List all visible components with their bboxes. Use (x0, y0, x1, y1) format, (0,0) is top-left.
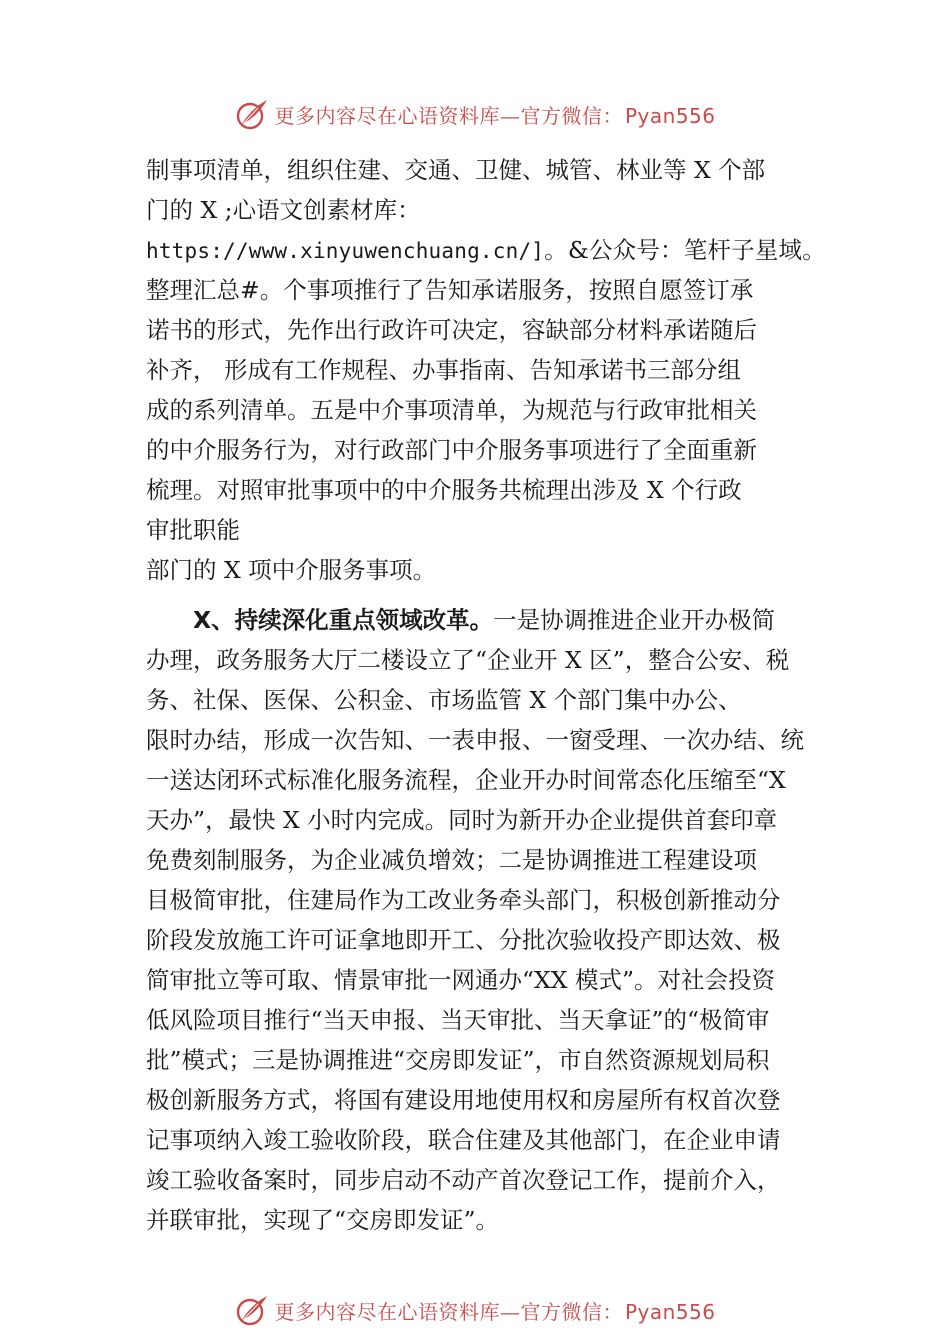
text-line: 门的 X ;心语文创素材库： (146, 196, 421, 224)
text-line: 简审批立等可取、情景审批一网通办“XX 模式”。对社会投资 (146, 966, 775, 994)
header-banner (0, 94, 950, 134)
url-line (146, 230, 836, 270)
text-line: 批”模式；三是协调推进“交房即发证”，市自然资源规划局积 (146, 1046, 770, 1074)
section-heading: X、持续深化重点领域改革。 (193, 606, 494, 634)
text-line: 梳理。对照审批事项中的中介服务共梳理出涉及 X 个行政 (146, 476, 742, 504)
text-line: 天办”，最快 X 小时内完成。同时为新开办企业提供首套印章 (146, 806, 778, 834)
text-line: 免费刻制服务，为企业减负增效；二是协调推进工程建设项 (146, 846, 757, 874)
text-line: 务、社保、医保、公积金、市场监管 X 个部门集中办公、 (146, 686, 742, 714)
text-line: 制事项清单，组织住建、交通、卫健、城管、林业等 X 个部 (146, 156, 766, 184)
banner-text (274, 100, 715, 129)
banner-label: 更多内容尽在心语资料库—官方微信： (274, 103, 623, 128)
url-text: https://www.xinyuwenchuang.cn/] (146, 239, 545, 263)
text-line: 整理汇总#。个事项推行了告知承诺服务，按照自愿签订承 (146, 276, 754, 304)
banner-label: 更多内容尽在心语资料库—官方微信： (274, 1299, 623, 1324)
text-line: 部门的 X 项中介服务事项。 (146, 556, 437, 584)
text-line (146, 600, 836, 640)
document-body (146, 150, 836, 1240)
text-line-suffix: 。&公众号：笔杆子星域。 (544, 236, 826, 264)
text-line: 一送达闭环式标准化服务流程，企业开办时间常态化压缩至“X (146, 766, 786, 794)
paragraph-2 (146, 600, 836, 1240)
quill-logo-icon (234, 1292, 270, 1328)
wechat-id: Pyan556 (624, 103, 716, 128)
text-line: 竣工验收备案时，同步启动不动产首次登记工作，提前介入， (146, 1166, 781, 1194)
wechat-id: Pyan556 (624, 1299, 716, 1324)
quill-logo-icon (234, 96, 270, 132)
text-line: 极创新服务方式，将国有建设用地使用权和房屋所有权首次登 (146, 1086, 781, 1114)
text-line: 记事项纳入竣工验收阶段，联合住建及其他部门，在企业申请 (146, 1126, 781, 1154)
text-line: 诺书的形式，先作出行政许可决定，容缺部分材料承诺随后 (146, 316, 757, 344)
text-line: 低风险项目推行“当天申报、当天审批、当天拿证”的“极简审 (146, 1006, 770, 1034)
paragraph-1 (146, 150, 836, 590)
text-line-rest: 一是协调推进企业开办极简 (493, 606, 776, 634)
text-line: 补齐， 形成有工作规程、办事指南、告知承诺书三部分组 (146, 356, 741, 384)
text-line: 限时办结，形成一次告知、一表申报、一窗受理、一次办结、统 (146, 726, 804, 754)
banner-text (274, 1296, 715, 1325)
text-line: 办理，政务服务大厅二楼设立了“企业开 X 区”，整合公安、税 (146, 646, 790, 674)
text-line: 成的系列清单。五是中介事项清单，为规范与行政审批相关 (146, 396, 757, 424)
text-line: 目极简审批，住建局作为工改业务牵头部门，积极创新推动分 (146, 886, 781, 914)
text-line: 的中介服务行为，对行政部门中介服务事项进行了全面重新 (146, 436, 757, 464)
text-line: 并联审批，实现了“交房即发证”。 (146, 1206, 500, 1234)
text-line: 阶段发放施工许可证拿地即开工、分批次验收投产即达效、极 (146, 926, 781, 954)
footer-banner (0, 1290, 950, 1330)
text-line: 审批职能 (146, 516, 240, 544)
